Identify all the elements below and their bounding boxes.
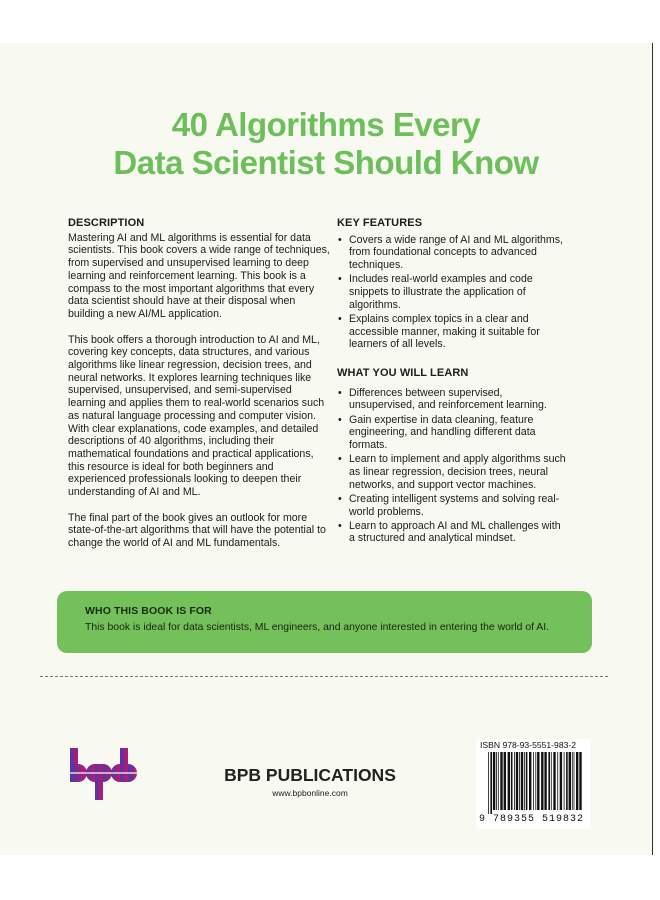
barcode-bar — [557, 752, 558, 810]
description-section — [68, 217, 330, 563]
barcode-bar — [514, 752, 515, 810]
learn-list — [337, 387, 569, 545]
barcode-bar — [572, 752, 573, 810]
barcode-bar — [488, 752, 489, 814]
isbn-text: ISBN 978-93-5551-983-2 — [480, 740, 577, 750]
barcode-bar — [511, 752, 513, 810]
barcode-bar — [569, 752, 571, 810]
title-line-2: Data Scientist Should Know — [113, 144, 539, 181]
barcode-bar — [576, 752, 578, 810]
barcode-bar — [521, 752, 523, 810]
barcode-bar — [504, 752, 506, 810]
book-title — [0, 106, 652, 182]
barcode-bar — [529, 752, 531, 810]
key-features-heading: KEY FEATURES — [337, 217, 423, 229]
barcode-bar — [508, 752, 510, 810]
audience-text: This book is ideal for data scientists, ML engineers, and anyone interested in entering the world of AI. — [85, 622, 549, 633]
publisher-name: BPB PUBLICATIONS — [224, 765, 396, 785]
list-item: • Learn to approach AI and ML challenges with a structured and analytical mindset. — [337, 520, 569, 545]
features-column — [337, 217, 569, 557]
barcode-bar — [574, 752, 575, 810]
barcode-bar — [537, 752, 539, 810]
barcode-bar — [548, 752, 550, 810]
barcode-digits: 9 789355 519832 — [479, 814, 585, 825]
description-paragraph: The final part of the book gives an outlook for more state-of-the-art algorithms that will have the potential to change the world of AI and ML fundamentals. — [68, 511, 326, 550]
barcode-bar — [544, 752, 546, 810]
list-item: • Gain expertise in data cleaning, feature engineering, and handling different data formats. — [337, 414, 569, 452]
dashed-divider — [40, 676, 608, 677]
barcode-bar — [519, 752, 520, 810]
barcode-bar — [579, 752, 581, 810]
barcode-bar — [526, 752, 528, 810]
list-item: • Differences between supervised, unsupervised, and reinforcement learning. — [337, 387, 569, 412]
description-paragraph: This book offers a thorough introduction to AI and ML, covering key concepts, data structures, and various algorithms like linear regression, decision trees, and neural networks. It explores learning techniques like supervised, unsupervised, and semi-supervised learning and applies them to real-world scenarios such as natural language processing and computer vision. With clear explanations, code examples, and detailed descriptions of 40 algorithms, including their mathematical foundations and practical applications, this resource is ideal for both beginners and experienced professionals looking to deepen their understanding of AI and ML. — [68, 333, 325, 499]
description-heading: DESCRIPTION — [68, 217, 145, 229]
bpb-logo — [70, 748, 144, 800]
barcode-bar — [553, 752, 555, 810]
barcode-bar — [516, 752, 518, 810]
barcode-bar — [566, 752, 568, 810]
barcode-bar — [493, 752, 495, 810]
what-you-will-learn-heading: WHAT YOU WILL LEARN — [337, 367, 469, 380]
title-line-1: 40 Algorithms Every — [171, 106, 481, 143]
barcode-bar — [496, 752, 497, 810]
barcode-bar — [535, 752, 536, 810]
list-item: • Includes real-world examples and code snippets to illustrate the application of algorithms. — [337, 273, 569, 311]
barcode-bar — [498, 752, 499, 810]
description-paragraph: Mastering AI and ML algorithms is essential for data scientists. This book covers a wide range of techniques, from supervised and unsupervised learning to deep learning and reinforcement learning. This book is a compass to the most important algorithms that every data scientist should have at their disposal when building a new AI/ML application. — [68, 231, 330, 320]
list-item: • Creating intelligent systems and solving real-world problems. — [337, 493, 569, 518]
barcode-bar — [533, 752, 534, 810]
publisher-url[interactable]: www.bpbonline.com — [272, 788, 348, 798]
barcode-bar — [541, 752, 543, 810]
barcode-bar — [560, 752, 562, 810]
barcode-bar — [524, 752, 525, 810]
list-item: • Covers a wide range of AI and ML algorithms, from foundational concepts to advanced techniques. — [337, 234, 569, 272]
list-item: • Explains complex topics in a clear and accessible manner, making it suitable for learners of all levels. — [337, 313, 569, 351]
list-item: • Learn to implement and apply algorithms such as linear regression, decision trees, neural networks, and support vector machines. — [337, 453, 569, 491]
book-back-cover — [0, 43, 653, 855]
isbn-barcode — [476, 739, 590, 829]
barcode-bar — [490, 752, 492, 814]
barcode-bar — [564, 752, 565, 810]
barcode-bars — [476, 752, 590, 814]
barcode-bar — [551, 752, 552, 810]
audience-box — [57, 591, 592, 653]
audience-heading: WHO THIS BOOK IS FOR — [85, 605, 212, 617]
key-features-list — [337, 234, 569, 351]
barcode-bar — [500, 752, 502, 810]
